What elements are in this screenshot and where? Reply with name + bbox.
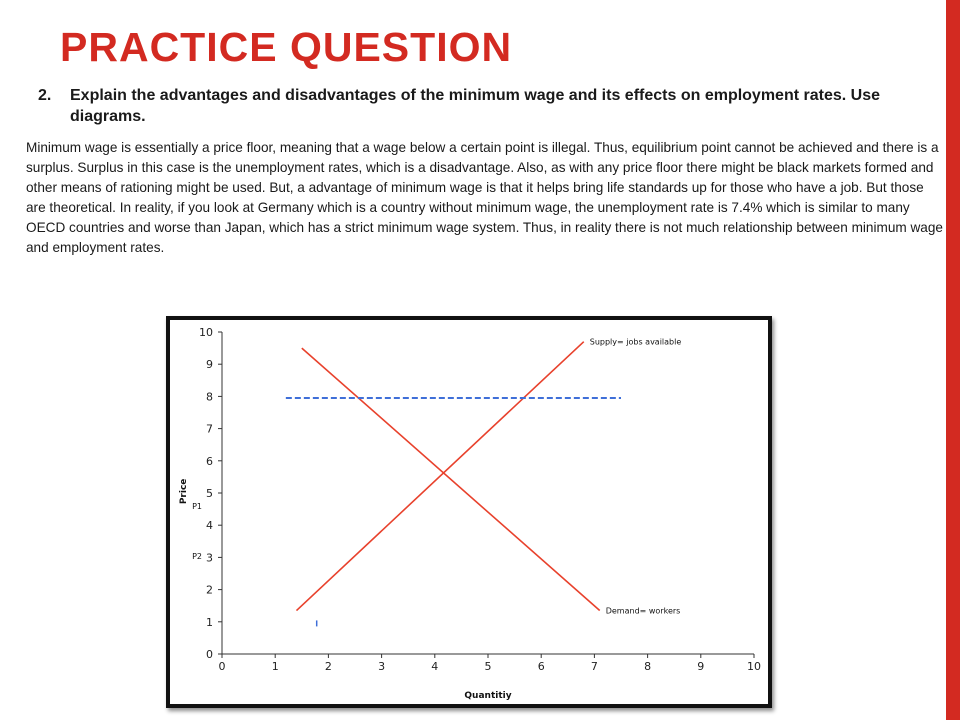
y-tick-label: 8 (206, 390, 213, 404)
chart-frame (166, 316, 772, 708)
question-text: Explain the advantages and disadvantages of the minimum wage and its effects on employment rates. Use diagrams. (70, 87, 880, 125)
x-tick-label: 5 (484, 660, 492, 673)
price-annotation-label: P1 (192, 501, 202, 511)
y-tick-label: 2 (206, 583, 213, 597)
supply-demand-chart (170, 320, 768, 704)
x-tick-label: 2 (324, 660, 332, 673)
y-tick-label: 5 (206, 487, 213, 500)
y-tick-label: 0 (206, 648, 213, 661)
x-tick-label: 9 (697, 660, 705, 673)
series-label: Supply= jobs available (589, 337, 682, 347)
accent-sidebar-bar (946, 0, 960, 720)
y-tick-label: 7 (206, 422, 213, 436)
x-tick-label: 7 (590, 660, 598, 673)
x-tick-label: 10 (747, 660, 761, 673)
y-tick-label: 4 (206, 519, 213, 533)
y-axis-label: Price (179, 478, 189, 505)
question-number: 2. (38, 87, 52, 104)
series-label: Demand= workers (605, 606, 681, 616)
demand-line (302, 348, 600, 610)
x-tick-label: 1 (271, 660, 279, 673)
x-tick-label: 6 (537, 660, 545, 673)
y-tick-label: 1 (206, 615, 213, 629)
y-tick-label: 6 (206, 454, 213, 468)
x-tick-label: 0 (218, 660, 226, 673)
slide-title: PRACTICE QUESTION (60, 24, 513, 70)
x-tick-label: 8 (644, 660, 652, 673)
price-annotation-label: P2 (192, 551, 202, 561)
x-axis-label: Quantitiy (464, 691, 512, 701)
x-tick-label: 4 (431, 660, 439, 673)
x-tick-label: 3 (378, 660, 386, 673)
y-tick-label: 10 (199, 326, 213, 339)
y-tick-label: 3 (206, 551, 213, 565)
answer-paragraph: Minimum wage is essentially a price floor, meaning that a wage below a certain point is illegal. Thus, equilibrium point cannot be achieved and there is a surplus. Surplus in this case is the unemployment rates, which is a disadvantage. Also, as with any price floor there might be black markets formed and other means of rationing might be used. But, a advantage of minimum wage is that it helps bring life standards up for those who have a job. But those are theoretical. In reality, if you look at Germany which is a country without minimum wage, the unemployment rate is 7.4% which is similar to many OECD countries and worse than Japan, which has a strict minimum wage system. Thus, in reality there is not much relationship between minimum wage and employment rates. (26, 140, 943, 255)
y-tick-label: 9 (206, 358, 213, 372)
